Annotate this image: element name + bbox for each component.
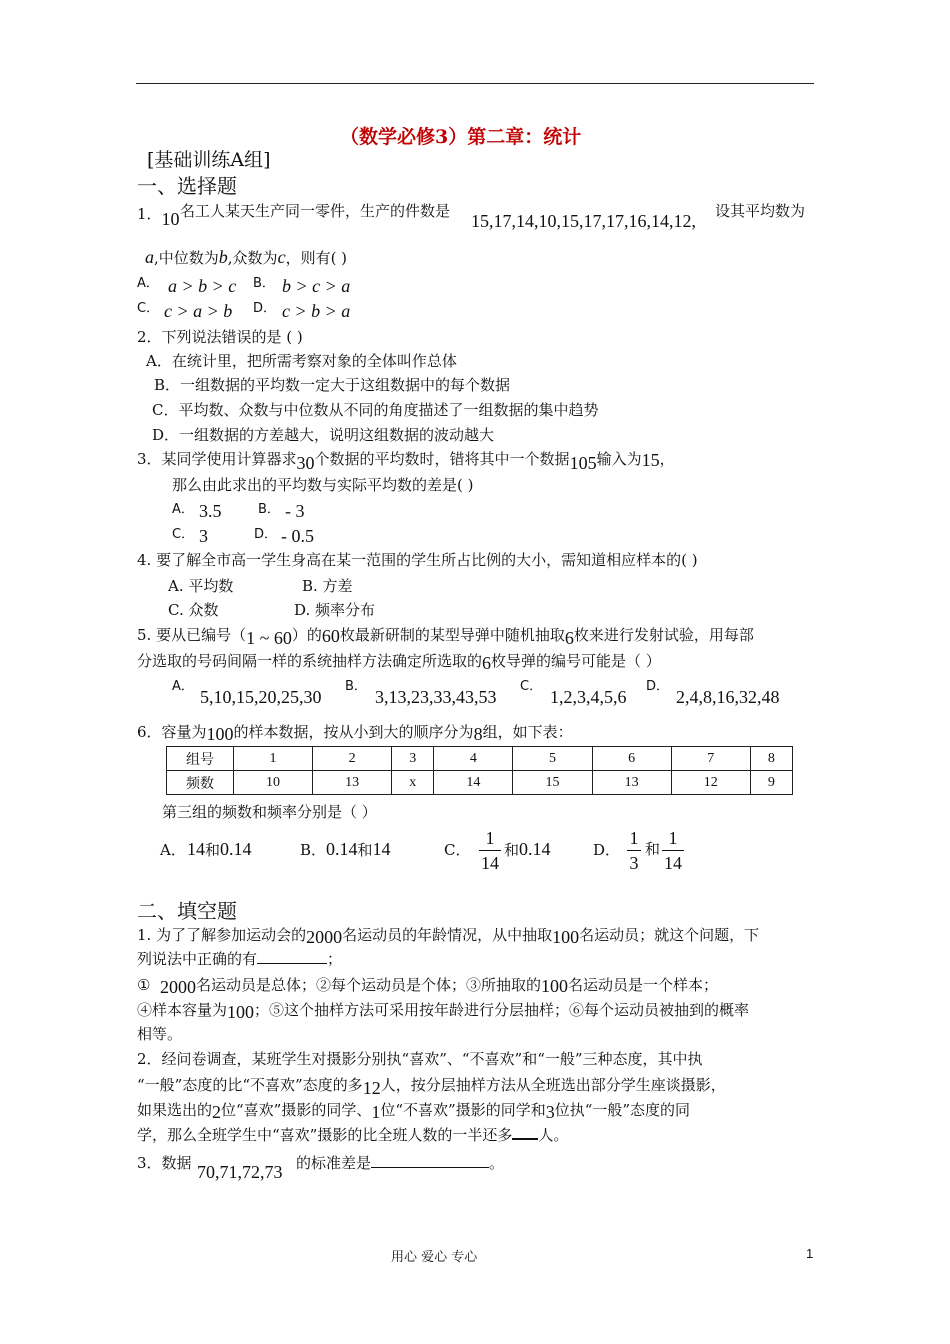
f1-total: 2000	[306, 927, 343, 947]
table-row-frequency	[167, 771, 793, 795]
q5-sample: 6	[564, 628, 574, 648]
q1-line1	[137, 203, 180, 229]
group-label: [基础训练A组]	[147, 149, 271, 171]
f1-line5: 相等。	[137, 1025, 183, 1043]
q1-text2: 设其平均数为	[715, 202, 806, 220]
q3-count: 30	[296, 453, 315, 473]
q5-text1: 5. 要从已编号（	[137, 626, 247, 644]
q1-text1: 名工人某天生产同一零件，生产的件数是	[180, 202, 451, 220]
q6-optC-value2: 0.14	[519, 839, 551, 859]
q5-text4: 枚来进行发射试验，用每部	[573, 626, 754, 644]
q6-line1	[137, 721, 573, 742]
table-cell: 13	[592, 771, 671, 795]
q1-var-a: a	[145, 247, 154, 267]
q6-text3: 组，如下表：	[482, 723, 573, 741]
table-cell: x	[392, 771, 434, 795]
q3-text3: 输入为	[596, 450, 642, 468]
q6-optB-label: B．	[300, 841, 327, 859]
f1-text5: 名运动员是总体；②每个运动员是个体；③所抽取的	[196, 976, 542, 994]
q3-line1	[137, 448, 675, 473]
table-cell: 2	[313, 747, 392, 771]
q1-number: 1．	[137, 205, 162, 223]
q5-optA-label: A．	[172, 679, 194, 694]
q3-optC: 3	[199, 526, 208, 546]
q6-optA	[187, 839, 252, 860]
q6-optC-and: 和	[504, 841, 520, 859]
q1-optC-label: C．	[137, 301, 160, 316]
frequency-table	[166, 746, 793, 795]
f2-text4: 如果选出的	[137, 1101, 213, 1119]
q6-optD-fraction2	[662, 828, 684, 873]
f1-text4b: ；	[327, 950, 343, 968]
f1-sample-size: 100	[227, 1002, 255, 1022]
f3-label: 3．数据	[137, 1154, 192, 1172]
q5-optD: 2,4,8,16,32,48	[676, 687, 780, 707]
q1-optB-label: B．	[253, 276, 275, 291]
document-title: （数学必修3）第二章：统计	[340, 126, 582, 148]
q6-optC-numerator: 1	[485, 828, 495, 848]
f2-line1: 2．经问卷调查，某班学生对摄影分别执“喜欢”、“不喜欢”和“一般”三种态度，其中执	[137, 1050, 703, 1068]
table-cell: 4	[434, 747, 513, 771]
q3-text1: 3．某同学使用计算器求	[137, 450, 297, 468]
q5-total: 60	[321, 626, 340, 646]
section-choice-heading: 一、选择题	[137, 174, 237, 198]
q5-text2: ）的	[291, 626, 322, 644]
f2-text9: 人。	[538, 1126, 569, 1144]
q5-text6: 枚导弹的编号可能是（ ）	[491, 652, 661, 670]
q6-groups: 8	[473, 724, 483, 744]
page-number: 1	[806, 1246, 814, 1261]
q6-question: 第三组的频数和频率分别是（ ）	[162, 803, 377, 821]
f1-text1: 1. 为了了解参加运动会的	[137, 926, 307, 944]
table-cell: 6	[592, 747, 671, 771]
q1-var-c: c	[277, 247, 286, 267]
q5-range: 1 ~ 60	[246, 628, 292, 648]
f1-line2	[137, 949, 342, 969]
q6-optC-fraction	[479, 828, 501, 873]
f3-answer-blank[interactable]	[371, 1153, 489, 1168]
q3-correct-value: 105	[569, 453, 597, 473]
q6-optC-denominator: 14	[481, 853, 499, 873]
f2-line2	[137, 1074, 726, 1098]
table-cell: 7	[671, 747, 750, 771]
q4-optA: A. 平均数	[168, 577, 234, 595]
q6-optC-label: C．	[444, 841, 471, 859]
f1-line4	[137, 999, 749, 1020]
f2-text6: 位“不喜欢”摄影的同学和	[380, 1101, 546, 1119]
f2-dislike: 1	[371, 1102, 381, 1122]
table-cell: 10	[234, 771, 313, 795]
table-cell: 5	[513, 747, 592, 771]
q6-optD-denominator1: 3	[629, 853, 639, 873]
f2-line4	[137, 1124, 568, 1145]
q1-text4: ,众数为	[227, 249, 278, 267]
q6-optB	[326, 839, 391, 860]
table-header-group: 组号	[167, 747, 234, 771]
f2-text5: 位“喜欢”摄影的同学、	[221, 1101, 372, 1119]
q1-optD: c > b > a	[282, 301, 351, 321]
section-fill-heading: 二、填空题	[137, 899, 237, 923]
fraction-bar	[662, 850, 684, 851]
q6-optD-label: D．	[593, 841, 621, 859]
f2-text2: “一般”态度的比“不喜欢”态度的多	[137, 1076, 363, 1094]
header-rule	[136, 83, 814, 84]
q5-optB-label: B．	[345, 679, 367, 694]
fraction-bar	[627, 850, 641, 851]
q6-optD-fraction1	[627, 828, 641, 873]
q2-optA: A．在统计里，把所需考察对象的全体叫作总体	[146, 352, 457, 370]
q6-optB-and: 和	[357, 841, 373, 859]
q6-optB-value2: 14	[372, 839, 391, 859]
table-cell: 12	[671, 771, 750, 795]
q3-optA-label: A．	[172, 502, 194, 517]
q1-worker-count: 10	[161, 209, 180, 229]
q6-capacity: 100	[206, 724, 234, 744]
q4-stem: 4. 要了解全市高一学生身高在某一范围的学生所占比例的大小，需知道相应样本的( )	[137, 551, 698, 569]
q3-optB: - 3	[285, 501, 305, 521]
q1-optC: c > a > b	[164, 301, 233, 321]
q5-text5: 分选取的号码间隔一样的系统抽样方法确定所选取的	[137, 652, 483, 670]
q5-line1	[137, 624, 754, 648]
q1-line2	[145, 247, 347, 268]
f1-text7: ④样本容量为	[137, 1001, 228, 1019]
q1-optD-label: D．	[253, 301, 277, 316]
f2-answer-blank[interactable]	[512, 1124, 538, 1140]
q6-optA-label: A．	[160, 841, 186, 859]
f1-text4: 列说法中正确的有	[137, 950, 258, 968]
q5-line2	[137, 650, 661, 671]
q6-optB-value1: 0.14	[326, 839, 358, 859]
q1-optA: a > b > c	[168, 276, 237, 296]
table-row-group	[167, 747, 793, 771]
q1-var-b: b	[218, 247, 228, 267]
q1-text3: ,中位数为	[154, 249, 219, 267]
q6-optD-denominator2: 14	[664, 853, 682, 873]
q3-optD: - 0.5	[281, 526, 314, 546]
q6-optA-and: 和	[205, 841, 221, 859]
q6-optA-value2: 0.14	[220, 839, 252, 859]
f1-line1	[137, 924, 759, 945]
table-cell: 3	[392, 747, 434, 771]
q3-text2: 个数据的平均数时，错将其中一个数据	[314, 450, 570, 468]
f1-sample-2: 100	[541, 976, 569, 996]
q5-optA: 5,10,15,20,25,30	[200, 687, 322, 707]
q5-optD-label: D．	[646, 679, 670, 694]
f2-text7: 位执“一般”态度的同	[554, 1101, 691, 1119]
table-cell: 1	[234, 747, 313, 771]
f1-text6: 名运动员是一个样本；	[568, 976, 719, 994]
q4-optB: B. 方差	[302, 577, 353, 595]
q5-text3: 枚最新研制的某型导弹中随机抽取	[339, 626, 565, 644]
f3-text3: 。	[489, 1154, 505, 1172]
f1-sample: 100	[552, 927, 580, 947]
q3-optD-label: D．	[254, 527, 278, 542]
f2-line3	[137, 1099, 690, 1120]
q2-optC: C．平均数、众数与中位数从不同的角度描述了一组数据的集中趋势	[152, 401, 599, 419]
q3-line2: 那么由此求出的平均数与实际平均数的差是( )	[172, 476, 474, 494]
f2-text3: 人，按分层抽样方法从全班选出部分学生座谈摄影，	[380, 1076, 726, 1094]
f1-text2: 名运动员的年龄情况，从中抽取	[342, 926, 553, 944]
q3-optC-label: C．	[172, 527, 195, 542]
q3-optB-label: B．	[258, 502, 280, 517]
q6-optA-value1: 14	[187, 839, 205, 859]
q1-text5: ，则有( )	[285, 249, 348, 267]
f1-circle1: ①	[137, 976, 151, 994]
table-cell: 9	[750, 771, 792, 795]
table-cell: 14	[434, 771, 513, 795]
page-footer: 用心 爱心 专心	[391, 1250, 478, 1265]
f2-text8: 学，那么全班学生中“喜欢”摄影的比全班人数的一半还多	[137, 1126, 513, 1144]
q1-optA-label: A．	[137, 276, 159, 291]
f1-total-2: 2000	[160, 977, 196, 997]
q4-optD: D. 频率分布	[294, 601, 376, 619]
f3-line	[296, 1153, 504, 1173]
q5-optB: 3,13,23,33,43,53	[375, 687, 497, 707]
q3-optA: 3.5	[199, 501, 222, 521]
table-cell: 15	[513, 771, 592, 795]
fraction-bar	[479, 850, 501, 851]
q3-wrong-value: 15	[641, 450, 660, 470]
f2-neutral: 3	[545, 1102, 555, 1122]
q5-sample-2: 6	[482, 653, 492, 673]
q6-text2: 的样本数据，按从小到大的顺序分为	[233, 723, 474, 741]
f1-text8: ；⑤这个抽样方法可采用按年龄进行分层抽样；⑥每个运动员被抽到的概率	[254, 1001, 750, 1019]
q6-optD-and: 和	[645, 840, 661, 858]
f3-text2: 的标准差是	[296, 1154, 372, 1172]
q1-optB: b > c > a	[282, 276, 351, 296]
q3-text4: ，	[659, 450, 675, 468]
q6-text1: 6．容量为	[137, 723, 207, 741]
table-cell: 13	[313, 771, 392, 795]
table-cell: 8	[750, 747, 792, 771]
f1-text3: 名运动员；就这个问题，下	[579, 926, 760, 944]
f1-line3	[137, 974, 718, 995]
q6-optD-numerator1: 1	[629, 828, 639, 848]
q6-optC-rest	[504, 839, 551, 860]
table-header-frequency: 频数	[167, 771, 234, 795]
q5-optC: 1,2,3,4,5,6	[550, 687, 627, 707]
q5-optC-label: C．	[520, 679, 543, 694]
q6-optD-numerator2: 1	[668, 828, 678, 848]
q2-optD: D．一组数据的方差越大，说明这组数据的波动越大	[152, 426, 495, 444]
q2-stem: 2．下列说法错误的是 ( )	[137, 328, 303, 346]
q4-optC: C. 众数	[168, 601, 219, 619]
q1-data: 15,17,14,10,15,17,17,16,14,12,	[471, 211, 696, 231]
f1-answer-blank[interactable]	[257, 949, 327, 964]
f2-diff: 12	[362, 1078, 381, 1098]
f2-like: 2	[212, 1102, 222, 1122]
q2-optB: B．一组数据的平均数一定大于这组数据中的每个数据	[154, 376, 511, 394]
f3-data: 70,71,72,73	[197, 1162, 283, 1182]
